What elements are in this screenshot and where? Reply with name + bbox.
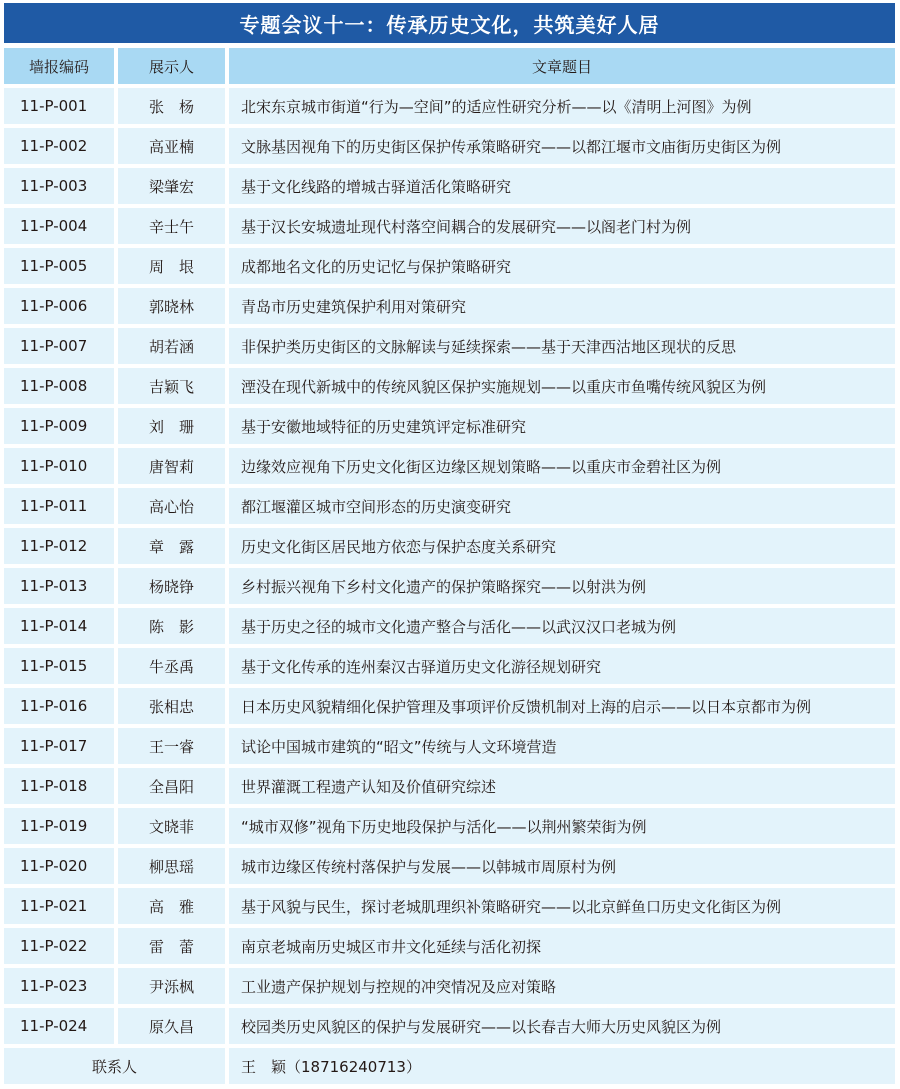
article-title: 基于安徽地域特征的历史建筑评定标准研究 [229, 408, 895, 444]
table-row [4, 528, 895, 564]
poster-code: 11-P-020 [4, 848, 114, 884]
table-row [4, 688, 895, 724]
table-row [4, 368, 895, 404]
article-title: 成都地名文化的历史记忆与保护策略研究 [229, 248, 895, 284]
table-row [4, 728, 895, 764]
poster-code: 11-P-010 [4, 448, 114, 484]
table-row [4, 568, 895, 604]
poster-code: 11-P-011 [4, 488, 114, 524]
table-row [4, 128, 895, 164]
table-row [4, 488, 895, 524]
presenter-name: 辛士午 [118, 208, 225, 244]
presenter-name: 唐智莉 [118, 448, 225, 484]
presenter-name: 尹泺枫 [118, 968, 225, 1004]
poster-code: 11-P-023 [4, 968, 114, 1004]
presenter-name: 牛丞禹 [118, 648, 225, 684]
page-title: 专题会议十一：传承历史文化，共筑美好人居 [4, 3, 895, 43]
table-row [4, 208, 895, 244]
article-title: 工业遗产保护规划与控规的冲突情况及应对策略 [229, 968, 895, 1004]
table-row [4, 928, 895, 964]
poster-code: 11-P-022 [4, 928, 114, 964]
poster-code: 11-P-018 [4, 768, 114, 804]
poster-code: 11-P-017 [4, 728, 114, 764]
table-row [4, 1008, 895, 1044]
table-header [4, 48, 895, 84]
presenter-name: 章 露 [118, 528, 225, 564]
poster-code: 11-P-001 [4, 88, 114, 124]
presenter-name: 胡若涵 [118, 328, 225, 364]
presenter-name: 郭晓林 [118, 288, 225, 324]
table-row [4, 248, 895, 284]
article-title: 非保护类历史街区的文脉解读与延续探索——基于天津西沽地区现状的反思 [229, 328, 895, 364]
table-row [4, 768, 895, 804]
presenter-name: 全昌阳 [118, 768, 225, 804]
table-row [4, 648, 895, 684]
presenter-name: 张 杨 [118, 88, 225, 124]
presenter-name: 雷 蕾 [118, 928, 225, 964]
presenter-name: 高心怡 [118, 488, 225, 524]
poster-code: 11-P-008 [4, 368, 114, 404]
table-row [4, 848, 895, 884]
article-title: 都江堰灌区城市空间形态的历史演变研究 [229, 488, 895, 524]
article-title: 基于汉长安城遗址现代村落空间耦合的发展研究——以阁老门村为例 [229, 208, 895, 244]
article-title: 基于文化传承的连州秦汉古驿道历史文化游径规划研究 [229, 648, 895, 684]
article-title: 乡村振兴视角下乡村文化遗产的保护策略探究——以射洪为例 [229, 568, 895, 604]
article-title: 南京老城南历史城区市井文化延续与活化初探 [229, 928, 895, 964]
article-title: 城市边缘区传统村落保护与发展——以韩城市周原村为例 [229, 848, 895, 884]
table-row [4, 408, 895, 444]
table-row [4, 888, 895, 924]
poster-code: 11-P-004 [4, 208, 114, 244]
table-row [4, 288, 895, 324]
article-title: 青岛市历史建筑保护利用对策研究 [229, 288, 895, 324]
table-row [4, 328, 895, 364]
table-row [4, 608, 895, 644]
poster-code: 11-P-016 [4, 688, 114, 724]
article-title: 湮没在现代新城中的传统风貌区保护实施规划——以重庆市鱼嘴传统风貌区为例 [229, 368, 895, 404]
presenter-name: 原久昌 [118, 1008, 225, 1044]
article-title: “城市双修”视角下历史地段保护与活化——以荆州繁荣街为例 [229, 808, 895, 844]
header-code: 墙报编码 [4, 48, 114, 84]
presenter-name: 柳思瑶 [118, 848, 225, 884]
article-title: 文脉基因视角下的历史街区保护传承策略研究——以都江堰市文庙街历史街区为例 [229, 128, 895, 164]
poster-code: 11-P-005 [4, 248, 114, 284]
table-row [4, 168, 895, 204]
table-row [4, 448, 895, 484]
contact-value: 王 颖（18716240713） [229, 1048, 895, 1084]
article-title: 基于历史之径的城市文化遗产整合与活化——以武汉汉口老城为例 [229, 608, 895, 644]
poster-code: 11-P-009 [4, 408, 114, 444]
article-title: 基于风貌与民生，探讨老城肌理织补策略研究——以北京鲜鱼口历史文化街区为例 [229, 888, 895, 924]
poster-code: 11-P-013 [4, 568, 114, 604]
presenter-name: 杨晓铮 [118, 568, 225, 604]
article-title: 边缘效应视角下历史文化街区边缘区规划策略——以重庆市金碧社区为例 [229, 448, 895, 484]
poster-code: 11-P-012 [4, 528, 114, 564]
presenter-name: 吉颖飞 [118, 368, 225, 404]
article-title: 试论中国城市建筑的“昭文”传统与人文环境营造 [229, 728, 895, 764]
article-title: 校园类历史风貌区的保护与发展研究——以长春吉大师大历史风貌区为例 [229, 1008, 895, 1044]
header-presenter: 展示人 [118, 48, 225, 84]
poster-code: 11-P-021 [4, 888, 114, 924]
presenter-name: 文晓菲 [118, 808, 225, 844]
article-title: 基于文化线路的增城古驿道活化策略研究 [229, 168, 895, 204]
presenter-name: 王一睿 [118, 728, 225, 764]
poster-code: 11-P-024 [4, 1008, 114, 1044]
presenter-name: 陈 影 [118, 608, 225, 644]
poster-code: 11-P-006 [4, 288, 114, 324]
presenter-name: 高 雅 [118, 888, 225, 924]
article-title: 日本历史风貌精细化保护管理及事项评价反馈机制对上海的启示——以日本京都市为例 [229, 688, 895, 724]
presenter-name: 刘 珊 [118, 408, 225, 444]
poster-table [4, 48, 895, 1084]
presenter-name: 周 垠 [118, 248, 225, 284]
contact-row [4, 1048, 895, 1084]
poster-code: 11-P-014 [4, 608, 114, 644]
header-article: 文章题目 [229, 48, 895, 84]
presenter-name: 张相忠 [118, 688, 225, 724]
presenter-name: 高亚楠 [118, 128, 225, 164]
poster-code: 11-P-019 [4, 808, 114, 844]
table-row [4, 88, 895, 124]
table-row [4, 968, 895, 1004]
table-body [4, 88, 895, 1044]
poster-code: 11-P-015 [4, 648, 114, 684]
contact-label: 联系人 [4, 1048, 225, 1084]
poster-code: 11-P-003 [4, 168, 114, 204]
table-row [4, 808, 895, 844]
article-title: 世界灌溉工程遗产认知及价值研究综述 [229, 768, 895, 804]
poster-code: 11-P-007 [4, 328, 114, 364]
presenter-name: 梁肇宏 [118, 168, 225, 204]
poster-code: 11-P-002 [4, 128, 114, 164]
article-title: 历史文化街区居民地方依恋与保护态度关系研究 [229, 528, 895, 564]
article-title: 北宋东京城市街道“行为—空间”的适应性研究分析——以《清明上河图》为例 [229, 88, 895, 124]
